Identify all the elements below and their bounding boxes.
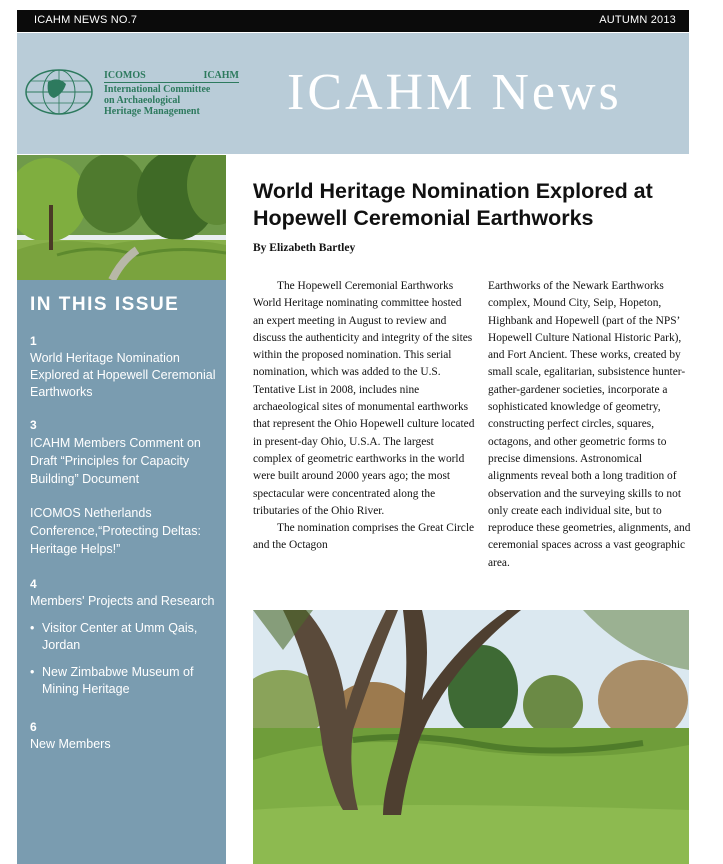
sidebar — [17, 155, 226, 864]
logo-line-2: on Archaeological — [104, 95, 181, 106]
newsletter-title: ICAHM News — [287, 64, 622, 121]
article-paragraph: Earthworks of the Newark Earthworks complex, Mound City, Seip, Hopeton, Highbank and Hopewell (part of the NPS’ Hopewell Culture National Historic Park), and Fort Ancient. These works, created by small scale, egalitarian, subsistence hunter-gather-gardener societies, incorporate a sophisticated knowledge of geometry, constructing perfect circles, squares, octagons, and other geometric forms to precise dimensions. Astronomical alignments reveal both a long tradition of observation and the surveying skills to not only create each individual site, but to reproduce these geometries, alignments, and ceremonial spaces across a vast geographic area. — [488, 280, 691, 569]
toc-subitem[interactable]: • Visitor Center at Umm Qais, Jordan — [30, 620, 220, 654]
toc-title[interactable]: Members' Projects and Research — [30, 594, 215, 608]
article-paragraph: The nomination comprises the Great Circle and the Octagon — [253, 522, 475, 552]
toc-title-secondary[interactable]: ICOMOS Netherlands Conference,“Protecting Deltas: Heritage Helps!” — [30, 506, 201, 556]
masthead — [17, 33, 689, 154]
earthworks-photo-small — [17, 155, 226, 280]
toc-title[interactable]: New Members — [30, 737, 111, 751]
issue-number: ICAHM NEWS NO.7 — [34, 14, 138, 26]
article-column-2 — [488, 278, 693, 572]
globe-logo-icon — [24, 68, 94, 116]
toc-title[interactable]: ICAHM Members Comment on Draft “Principles for Capacity Building” Document — [30, 436, 201, 486]
toc-page-number: 1 — [30, 334, 37, 348]
toc-subitem[interactable]: • New Zimbabwe Museum of Mining Heritage — [30, 664, 220, 698]
logo-line-1: International Committee — [104, 84, 211, 95]
toc-title[interactable]: World Heritage Nomination Explored at Hopewell Ceremonial Earthworks — [30, 351, 216, 399]
logo-line-3: Heritage Management — [104, 106, 200, 117]
article-column-1 — [253, 278, 475, 555]
toc-subitems — [30, 620, 220, 698]
logo-icahm: ICAHM — [203, 70, 239, 81]
article-paragraph: The Hopewell Ceremonial Earthworks World Heritage nominating committee hosted an expert meeting in August to review and discuss the authenticity and integrity of the sites within the proposed nomination. This serial nomination, which was added to the U.S. Tentative List in 2008, includes nine archaeological sites of monumental earthworks that represent the Ohio Hopewell culture located in present-day Ohio, U.S.A. The largest complex of geometric earthworks in the world were built around 2000 years ago; the most spectacular were concentrated along the tributaries of the Ohio River. — [253, 280, 475, 517]
issue-season: AUTUMN 2013 — [599, 14, 676, 26]
top-bar — [17, 10, 689, 32]
toc-section-1[interactable] — [30, 333, 220, 401]
earthworks-photo-large — [253, 610, 689, 864]
toc-section-4[interactable] — [30, 576, 220, 708]
logo-icomos: ICOMOS — [104, 70, 146, 81]
toc-page-number: 3 — [30, 418, 37, 432]
article-headline: World Heritage Nomination Explored at Hopewell Ceremonial Earthworks — [253, 179, 653, 230]
toc-section-3[interactable] — [30, 417, 220, 558]
logo-text — [104, 70, 239, 117]
toc-page-number: 6 — [30, 720, 37, 734]
toc-section-6[interactable] — [30, 719, 220, 753]
toc-page-number: 4 — [30, 577, 37, 591]
article-byline: By Elizabeth Bartley — [253, 242, 356, 254]
in-this-issue-heading: IN THIS ISSUE — [30, 294, 180, 315]
